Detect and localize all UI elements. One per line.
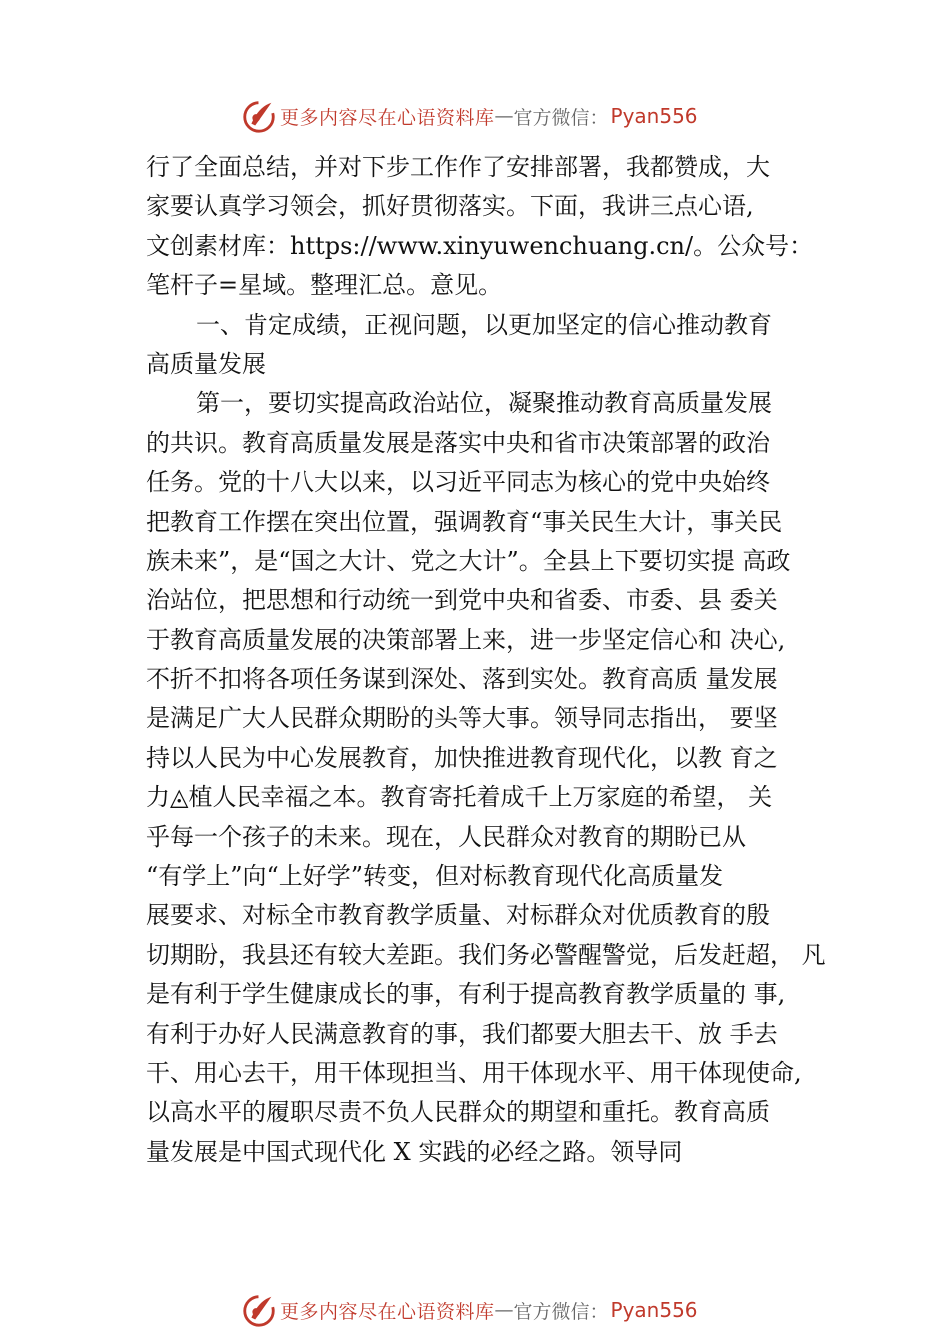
body-line: 文创素材库：https://www.xinyuwenchuang.cn/。公众号： (146, 231, 814, 260)
header-account: Pyan556 (610, 104, 698, 128)
header-dash: — (494, 105, 514, 127)
body-line: 治站位，把思想和行动统一到党中央和省委、市委、县 委关 (146, 586, 778, 615)
body-line: “有学上”向“上好学”转变，但对标教育现代化高质量发 (146, 862, 724, 891)
body-line: 任务。党的十八大以来，以习近平同志为核心的党中央始终 (146, 468, 770, 497)
footer-banner (240, 1290, 760, 1330)
body-line: 族未来”，是“国之大计、党之大计”。全县上下要切实提 高政 (146, 546, 791, 575)
footer-dash: — (494, 1299, 514, 1321)
document-body (146, 148, 846, 1172)
body-line: 于教育高质量发展的决策部署上来，进一步坚定信心和 决心, (146, 625, 786, 654)
body-line: 是满足广大人民群众期盼的头等大事。领导同志指出， 要坚 (146, 704, 778, 733)
brush-logo-icon (240, 1291, 278, 1329)
body-line: 行了全面总结，并对下步工作作了安排部署，我都赞成，大 (146, 153, 770, 181)
footer-wechat-label: 官方微信： (513, 1300, 609, 1323)
footer-account: Pyan556 (610, 1298, 698, 1322)
brush-logo-icon (240, 97, 278, 135)
body-line: 把教育工作摆在突出位置，强调教育“事关民生大计，事关民 (146, 507, 783, 536)
header-wechat-label: 官方微信： (513, 106, 609, 129)
body-line: 笔杆子=星域。整理汇总。意见。 (146, 271, 503, 300)
body-line: 有利于办好人民满意教育的事，我们都要大胆去干、放 手去 (146, 1019, 778, 1048)
body-line: 力◬植人民幸福之本。教育寄托着成千上万家庭的希望， 关 (146, 783, 773, 812)
header-banner (240, 96, 760, 136)
section-heading-cont: 高质量发展 (146, 349, 266, 378)
body-line: 不折不扣将各项任务谋到深处、落到实处。教育高质 量发展 (146, 665, 778, 694)
body-line: 以高水平的履职尽责不负人民群众的期望和重托。教育高质 (146, 1098, 770, 1127)
body-line: 乎每一个孩子的未来。现在，人民群众对教育的期盼已从 (146, 822, 746, 851)
body-line: 第一，要切实提高政治站位，凝聚推动教育高质量发展 (196, 389, 772, 418)
body-line: 干、用心去干，用干体现担当、用干体现水平、用干体现使命, (146, 1058, 802, 1087)
body-line: 家要认真学习领会，抓好贯彻落实。下面，我讲三点心语, (146, 192, 754, 221)
body-line: 的共识。教育高质量发展是落实中央和省市决策部署的政治 (146, 428, 770, 457)
body-line: 切期盼，我县还有较大差距。我们务必警醒警觉，后发赶超， 凡 (146, 940, 826, 969)
header-brand-text: 更多内容尽在心语资料库 (280, 106, 495, 129)
footer-brand-text: 更多内容尽在心语资料库 (280, 1300, 495, 1323)
body-line: 持以人民为中心发展教育，加快推进教育现代化，以教 育之 (146, 743, 778, 772)
body-line: 是有利于学生健康成长的事，有利于提高教育教学质量的 事, (146, 980, 786, 1009)
body-line: 量发展是中国式现代化 X 实践的必经之路。领导同 (146, 1137, 683, 1166)
section-heading: 一、肯定成绩，正视问题，以更加坚定的信心推动教育 (196, 310, 772, 339)
body-line: 展要求、对标全市教育教学质量、对标群众对优质教育的殷 (146, 901, 770, 930)
